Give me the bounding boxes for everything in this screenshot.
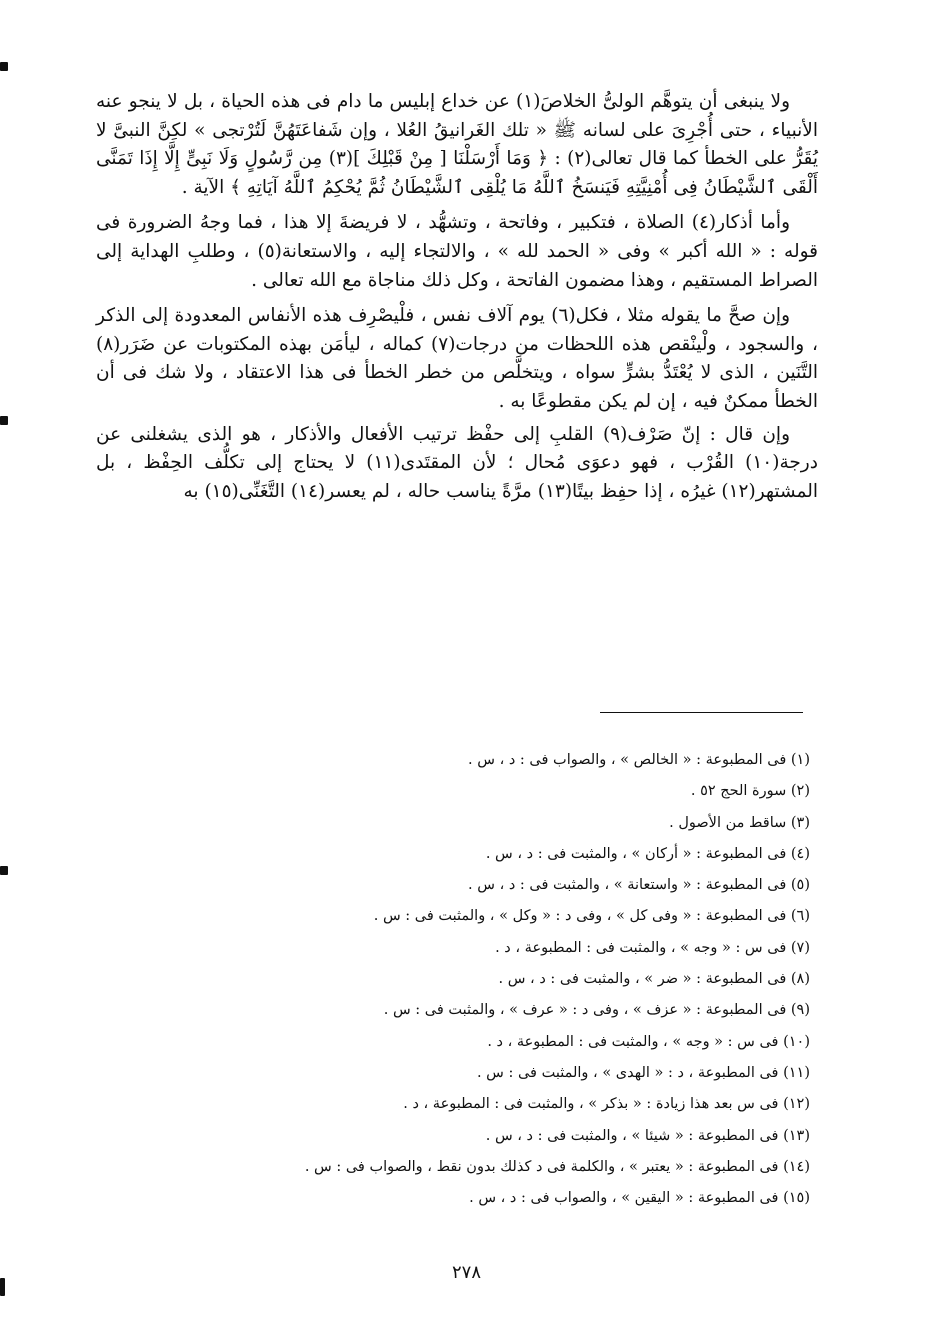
footnote: (١٠) فى س : « وجه » ، والمثبت فى : المطبوعة ، د . bbox=[487, 1033, 810, 1050]
footnote: (٧) فى س : « وجه » ، والمثبت فى : المطبوعة ، د . bbox=[495, 939, 810, 956]
footnote: (٩) فى المطبوعة : « عزف » ، وفى د : « عرف » ، والمثبت فى : س . bbox=[383, 1002, 810, 1019]
main-text bbox=[96, 88, 818, 513]
page-number: ٢٧٨ bbox=[451, 1262, 481, 1283]
footnote: (١٤) فى المطبوعة : « يعتبر » ، والكلمة فى د كذلك بدون نقط ، والصواب فى : س . bbox=[304, 1158, 810, 1175]
footnote: (٨) فى المطبوعة : « ضر » ، والمثبت فى : د ، س . bbox=[498, 971, 810, 988]
scan-edge-mark bbox=[0, 416, 8, 425]
scan-edge-mark bbox=[0, 866, 8, 875]
footnote: (٤) فى المطبوعة : « أركان » ، والمثبت فى : د ، س . bbox=[485, 845, 810, 862]
footnote: (٣) ساقط من الأصول . bbox=[669, 814, 810, 831]
footnote: (١٣) فى المطبوعة : « شيئا » ، والمثبت فى : د ، س . bbox=[485, 1127, 810, 1144]
paragraph: ولا ينبغى أن يتوهَّم الولىُّ الخلاصَ(١) عن خداع إبليس ما دام فى هذه الحياة ، بل لا ينجو عنه الأنبياء ، حتى أُجْرِىَ على لسانه ﷺ « تلك الغَرانيقُ العُلا ، وإن شَفاعَتَهُنَّ لَتُرْتجى » لكِنَّ النبىَّ لا يُقَرُّ على الخطأ كما قال تعالى(٢) : ﴿ وَمَا أَرْسَلْنَا [ مِنْ قَبْلِكَ ](٣) مِن رَّسُولٍ وَلَا نَبِىٍّ إِلَّا إِذَا تَمَنَّى أَلْقَى ٱلشَّيْطَانُ فِى أُمْنِيَّتِهِ فَيَنسَخُ ٱللَّهُ مَا يُلْقِى ٱلشَّيْطَانُ ثُمَّ يُحْكِمُ ٱللَّهُ آيَاتِهِ ﴾ الآية . bbox=[96, 91, 818, 198]
footnote-separator bbox=[600, 712, 803, 713]
paragraph: وإن قال : إنّ صَرْف(٩) القلبِ إلى حفْظ ترتيب الأفعال والأذكار ، هو الذى يشغلنى عن درجة(١٠) القُرْب ، فهو دعوَى مُحال ؛ لأن المقتَدى(١١) لا يحتاج إلى تكلُّف الحِفْظ ، بل المشتهر(١٢) غيرُه ، إذا حفِظ بيتًا(١٣) مرَّةً يناسب حاله ، لم يعسر(١٤) التَّغَنِّى(١٥) به bbox=[96, 423, 818, 502]
footnote: (١١) فى المطبوعة ، د : « الهدى » ، والمثبت فى : س . bbox=[476, 1064, 810, 1081]
footnote: (٢) سورة الحج ٥٢ . bbox=[690, 783, 810, 800]
scan-edge-mark bbox=[0, 62, 8, 71]
footnote: (١٥) فى المطبوعة : « اليقين » ، والصواب فى : د ، س . bbox=[469, 1190, 810, 1207]
footnote: (١) فى المطبوعة : « الخالص » ، والصواب فى : د ، س . bbox=[468, 752, 810, 768]
paragraph: وأما أذكار(٤) الصلاة ، فتكبير ، وفاتحة ، وتشهُّد ، لا فريضةَ إلا هذا ، فما وجهُ الضرورة فى قوله : « الله أكبر » وفى « الحمد لله » ، والالتجاء إليه ، والاستعانة(٥) ، وطلبِ الهداية إلى الصراط المستقيم ، وهذا مضمون الفاتحة ، وكل ذلك مناجاة مع الله تعالى . bbox=[96, 212, 818, 291]
footnote: (٦) فى المطبوعة : « وفى كل » ، وفى د : « وكل » ، والمثبت فى : س . bbox=[373, 908, 810, 925]
footnote: (٥) فى المطبوعة : « واستعانة » ، والمثبت فى : د ، س . bbox=[468, 877, 810, 894]
footnote: (١٢) فى س بعد هذا زيادة : « بذكر » ، والمثبت فى : المطبوعة ، د . bbox=[403, 1096, 810, 1113]
footnotes bbox=[150, 745, 810, 1214]
paragraph: وإن صحَّ ما يقوله مثلا ، فكل(٦) يوم آلاف نفس ، فلْيصْرِف هذه الأنفاس المعدودة إلى الذكر ، والسجود ، ولْينْقص هذه اللحظات من درجات(٧) كماله ، ليأمَن بهذه المكتوبات عن ضَرَر(٨) التَّنَين ، الذى لا يُعْتَدُّ بشرٍّ سواه ، ويتخلَّص من خطر الخطأ فى هذا الاعتقاد ، ولا شك فى أن الخطأ ممكنٌ فيه ، إن لم يكن مقطوعًا به . bbox=[96, 305, 818, 412]
